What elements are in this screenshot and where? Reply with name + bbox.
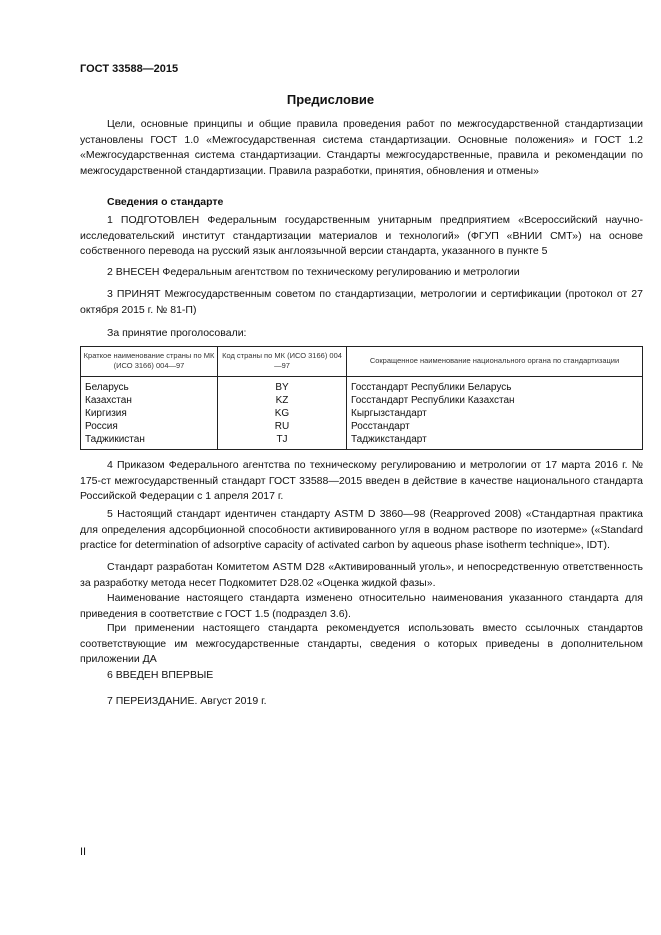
vote-label: За принятие проголосовали: xyxy=(107,327,247,339)
body-cell: Таджикстандарт xyxy=(347,433,643,450)
voting-countries-table xyxy=(80,346,643,450)
table-row xyxy=(81,433,643,450)
country-cell: Киргизия xyxy=(81,407,218,420)
country-cell: Беларусь xyxy=(81,377,218,395)
code-cell: RU xyxy=(218,420,347,433)
body-cell: Госстандарт Республики Казахстан xyxy=(347,394,643,407)
table-row xyxy=(81,377,643,395)
page-title: Предисловие xyxy=(286,92,375,107)
country-cell: Россия xyxy=(81,420,218,433)
code-cell: TJ xyxy=(218,433,347,450)
header-code: Код страны по МК (ИСО 3166) 004—97 xyxy=(218,347,347,377)
body-cell: Госстандарт Республики Беларусь xyxy=(347,377,643,395)
section-heading: Сведения о стандарте xyxy=(107,196,224,208)
body-cell: Кыргызстандарт xyxy=(347,407,643,420)
table-row xyxy=(81,407,643,420)
code-cell: KZ xyxy=(218,394,347,407)
item-5-paragraph: 5 Настоящий стандарт идентичен стандарту ASTM D 3860—98 (Reapproved 2008) «Стандартная практика для определения адсорбционной способности активированного угля в водном растворе по изотерме» («Standard practice for determination of adsorptive capacity of activated carbon by aqueous phase isotherm technique», IDT). xyxy=(80,508,643,551)
item-4-paragraph: 4 Приказом Федерального агентства по техническому регулированию и метрологии от 17 марта 2016 г. № 175-ст межгосударственный стандарт ГОСТ 33588—2015 введен в действие в качестве национального стандарта Российской Федерации с 1 апреля 2017 г. xyxy=(80,459,643,502)
code-cell: KG xyxy=(218,407,347,420)
item-7-paragraph: 7 ПЕРЕИЗДАНИЕ. Август 2019 г. xyxy=(107,695,267,707)
body-cell: Росстандарт xyxy=(347,420,643,433)
table-header-row xyxy=(81,347,643,377)
item-5-developer-paragraph: Стандарт разработан Комитетом ASTM D28 «Активированный уголь», и непосредственную ответственность за разработку метода несет Подкомитет D28.02 «Оценка жидкой фазы». xyxy=(80,561,643,589)
intro-paragraph: Цели, основные принципы и общие правила проведения работ по межгосударственной стандартизации установлены ГОСТ 1.0 «Межгосударственная система стандартизации. Основные положения» и ГОСТ 1.2 «Межгосударственная система стандартизации. Стандарты межгосударственные, правила и рекомендации по межгосударственной стандартизации. Правила разработки, принятия, обновления и отмены» xyxy=(80,118,643,177)
item-2-paragraph: 2 ВНЕСЕН Федеральным агентством по техническому регулированию и метрологии xyxy=(107,266,520,278)
table-row xyxy=(81,394,643,407)
document-code-header: ГОСТ 33588—2015 xyxy=(80,63,179,75)
item-5-references-paragraph: При применении настоящего стандарта рекомендуется использовать вместо ссылочных стандартов соответствующие им межгосударственные стандарты, сведения о которых приведены в дополнительном приложении ДА xyxy=(80,622,643,665)
page-number: II xyxy=(80,846,87,858)
item-1-paragraph: 1 ПОДГОТОВЛЕН Федеральным государственным унитарным предприятием «Всероссийский научно-исследовательский институт стандартизации материалов и технологий» (ФГУП «ВНИИ СМТ») на основе собственного перевода на русский язык англоязычной версии стандарта, указанного в пункте 5 xyxy=(80,214,643,257)
item-5-title-change-paragraph: Наименование настоящего стандарта изменено относительно наименования указанного стандарта для приведения в соответствие с ГОСТ 1.5 (подраздел 3.6). xyxy=(80,592,643,620)
code-cell: BY xyxy=(218,377,347,395)
table-row xyxy=(81,420,643,433)
item-3-paragraph: 3 ПРИНЯТ Межгосударственным советом по стандартизации, метрологии и сертификации (протокол от 27 октября 2015 г. № 81-П) xyxy=(80,288,643,316)
country-cell: Казахстан xyxy=(81,394,218,407)
item-6-paragraph: 6 ВВЕДЕН ВПЕРВЫЕ xyxy=(107,669,214,681)
country-cell: Таджикистан xyxy=(81,433,218,450)
header-standards-body: Сокращенное наименование национального органа по стандартизации xyxy=(347,347,643,377)
header-country: Краткое наименование страны по МК (ИСО 3166) 004—97 xyxy=(81,347,218,377)
